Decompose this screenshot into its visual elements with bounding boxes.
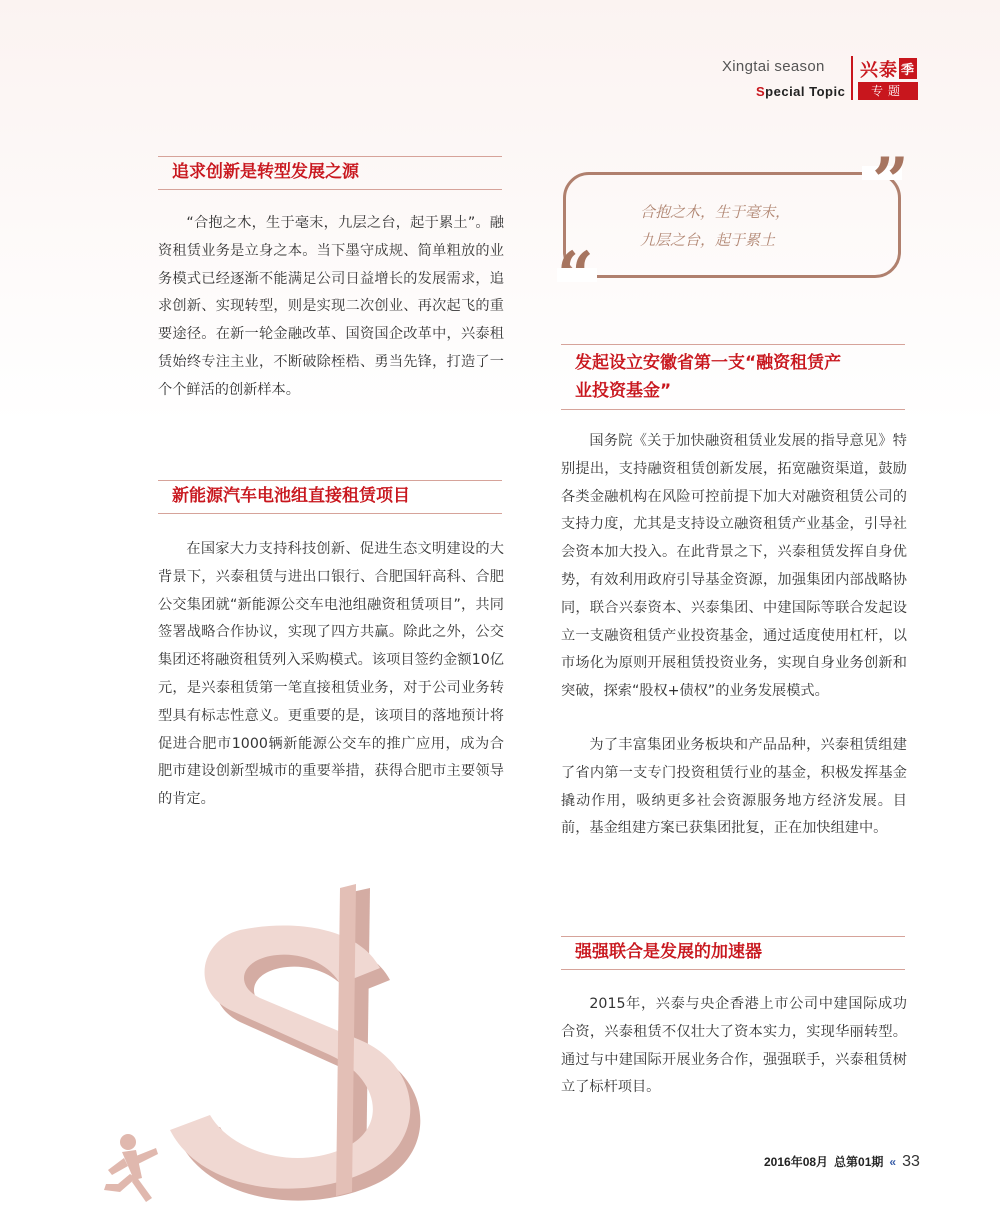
issue-date: 2016年08月 xyxy=(764,1155,829,1169)
section-title xyxy=(561,345,905,405)
paragraph-fund-2: 为了丰富集团业务板块和产品品种，兴泰租赁组建了省内第一支专门投资租赁行业的基金，积极发挥基金撬动作用，吸纳更多社会资源服务地方经济发展。目前，基金组建方案已获集团批复，正在加快组建中。 xyxy=(561,737,907,837)
pull-quote-line: 合抱之木，生于毫末， xyxy=(640,203,791,221)
section-title-line: 发起设立安徽省第一支“融资租赁产 xyxy=(575,353,842,373)
section-heading-fund xyxy=(561,344,905,410)
double-chevron-left-icon: « xyxy=(889,1155,897,1169)
section-label-cn: 专题 xyxy=(858,82,918,100)
paragraph-fund-1: 国务院《关于加快融资租赁业发展的指导意见》特别提出，支持融资租赁创新发展，拓宽融资渠道，鼓励各类金融机构在风险可控前提下加大对融资租赁公司的支持力度，尤其是支持设立融资租赁产业基金，引导社会资本加大投入。在此背景之下，兴泰租赁发挥自身优势，有效利用政府引导基金资源，加强集团内部战略协同，联合兴泰资本、兴泰集团、中建国际等联合发起设立一支融资租赁产业投资基金，通过适度使用杠杆，以市场化为原则开展租赁投资业务，实现自身业务创新和突破，探索“股权+债权”的业务发展模式。 xyxy=(561,433,907,700)
pull-quote-line: 九层之台，起于累土 xyxy=(640,231,776,249)
section-heading-battery xyxy=(158,480,502,514)
section-heading-alliance xyxy=(561,936,905,970)
section-title: 强强联合是发展的加速器 xyxy=(575,942,762,962)
open-quote-icon: “ xyxy=(557,238,594,313)
dollar-sign-illustration xyxy=(90,880,450,1210)
header-divider xyxy=(851,56,853,100)
section-title-line: 业投资基金” xyxy=(575,381,672,401)
page-footer xyxy=(764,1153,920,1171)
pull-quote-text xyxy=(640,198,880,254)
logo-seal: 季 xyxy=(899,58,917,79)
paragraph-alliance: 2015年，兴泰与央企香港上市公司中建国际成功合资，兴泰租赁不仅壮大了资本实力，实现华丽转型。通过与中建国际开展业务合作，强强联手，兴泰租赁树立了标杆项目。 xyxy=(561,996,907,1096)
section-title: 新能源汽车电池组直接租赁项目 xyxy=(172,486,410,506)
page-number: 33 xyxy=(902,1153,920,1170)
paragraph-battery: 在国家大力支持科技创新、促进生态文明建设的大背景下，兴泰租赁与进出口银行、合肥国轩高科、合肥公交集团就“新能源公交车电池组融资租赁项目”，共同签署战略合作协议，实现了四方共赢。除此之外，公交集团还将融资租赁列入采购模式。该项目签约金额10亿元，是兴泰租赁第一笔直接租赁业务，对于公司业务转型具有标志性意义。更重要的是，该项目的落地预计将促进合肥市1000辆新能源公交车的推广应用，成为合肥市建设创新型城市的重要举措，获得合肥市主要领导的肯定。 xyxy=(158,541,504,808)
magazine-name-en: Xingtai season xyxy=(722,58,825,75)
section-title: 追求创新是转型发展之源 xyxy=(172,162,359,182)
close-quote-icon: ” xyxy=(872,144,909,219)
section-label-initial: S xyxy=(756,84,766,99)
paragraph-innovation: “合抱之木，生于毫末，九层之台，起于累土”。融资租赁业务是立身之本。当下墨守成规、简单粗放的业务模式已经逐渐不能满足公司日益增长的发展需求，追求创新、实现转型，则是实现二次创业、再次起飞的重要途径。在新一轮金融改革、国资国企改革中，兴泰租赁始终专注主业，不断破除桎梏、勇当先锋，打造了一个个鲜活的创新样本。 xyxy=(158,215,504,398)
magazine-logo-cn xyxy=(860,56,917,82)
section-heading-innovation xyxy=(158,156,502,190)
issue-number: 总第01期 xyxy=(834,1155,884,1169)
section-label-en xyxy=(756,84,845,99)
logo-text: 兴泰 xyxy=(860,60,898,81)
section-label-rest: pecial Topic xyxy=(765,84,846,99)
